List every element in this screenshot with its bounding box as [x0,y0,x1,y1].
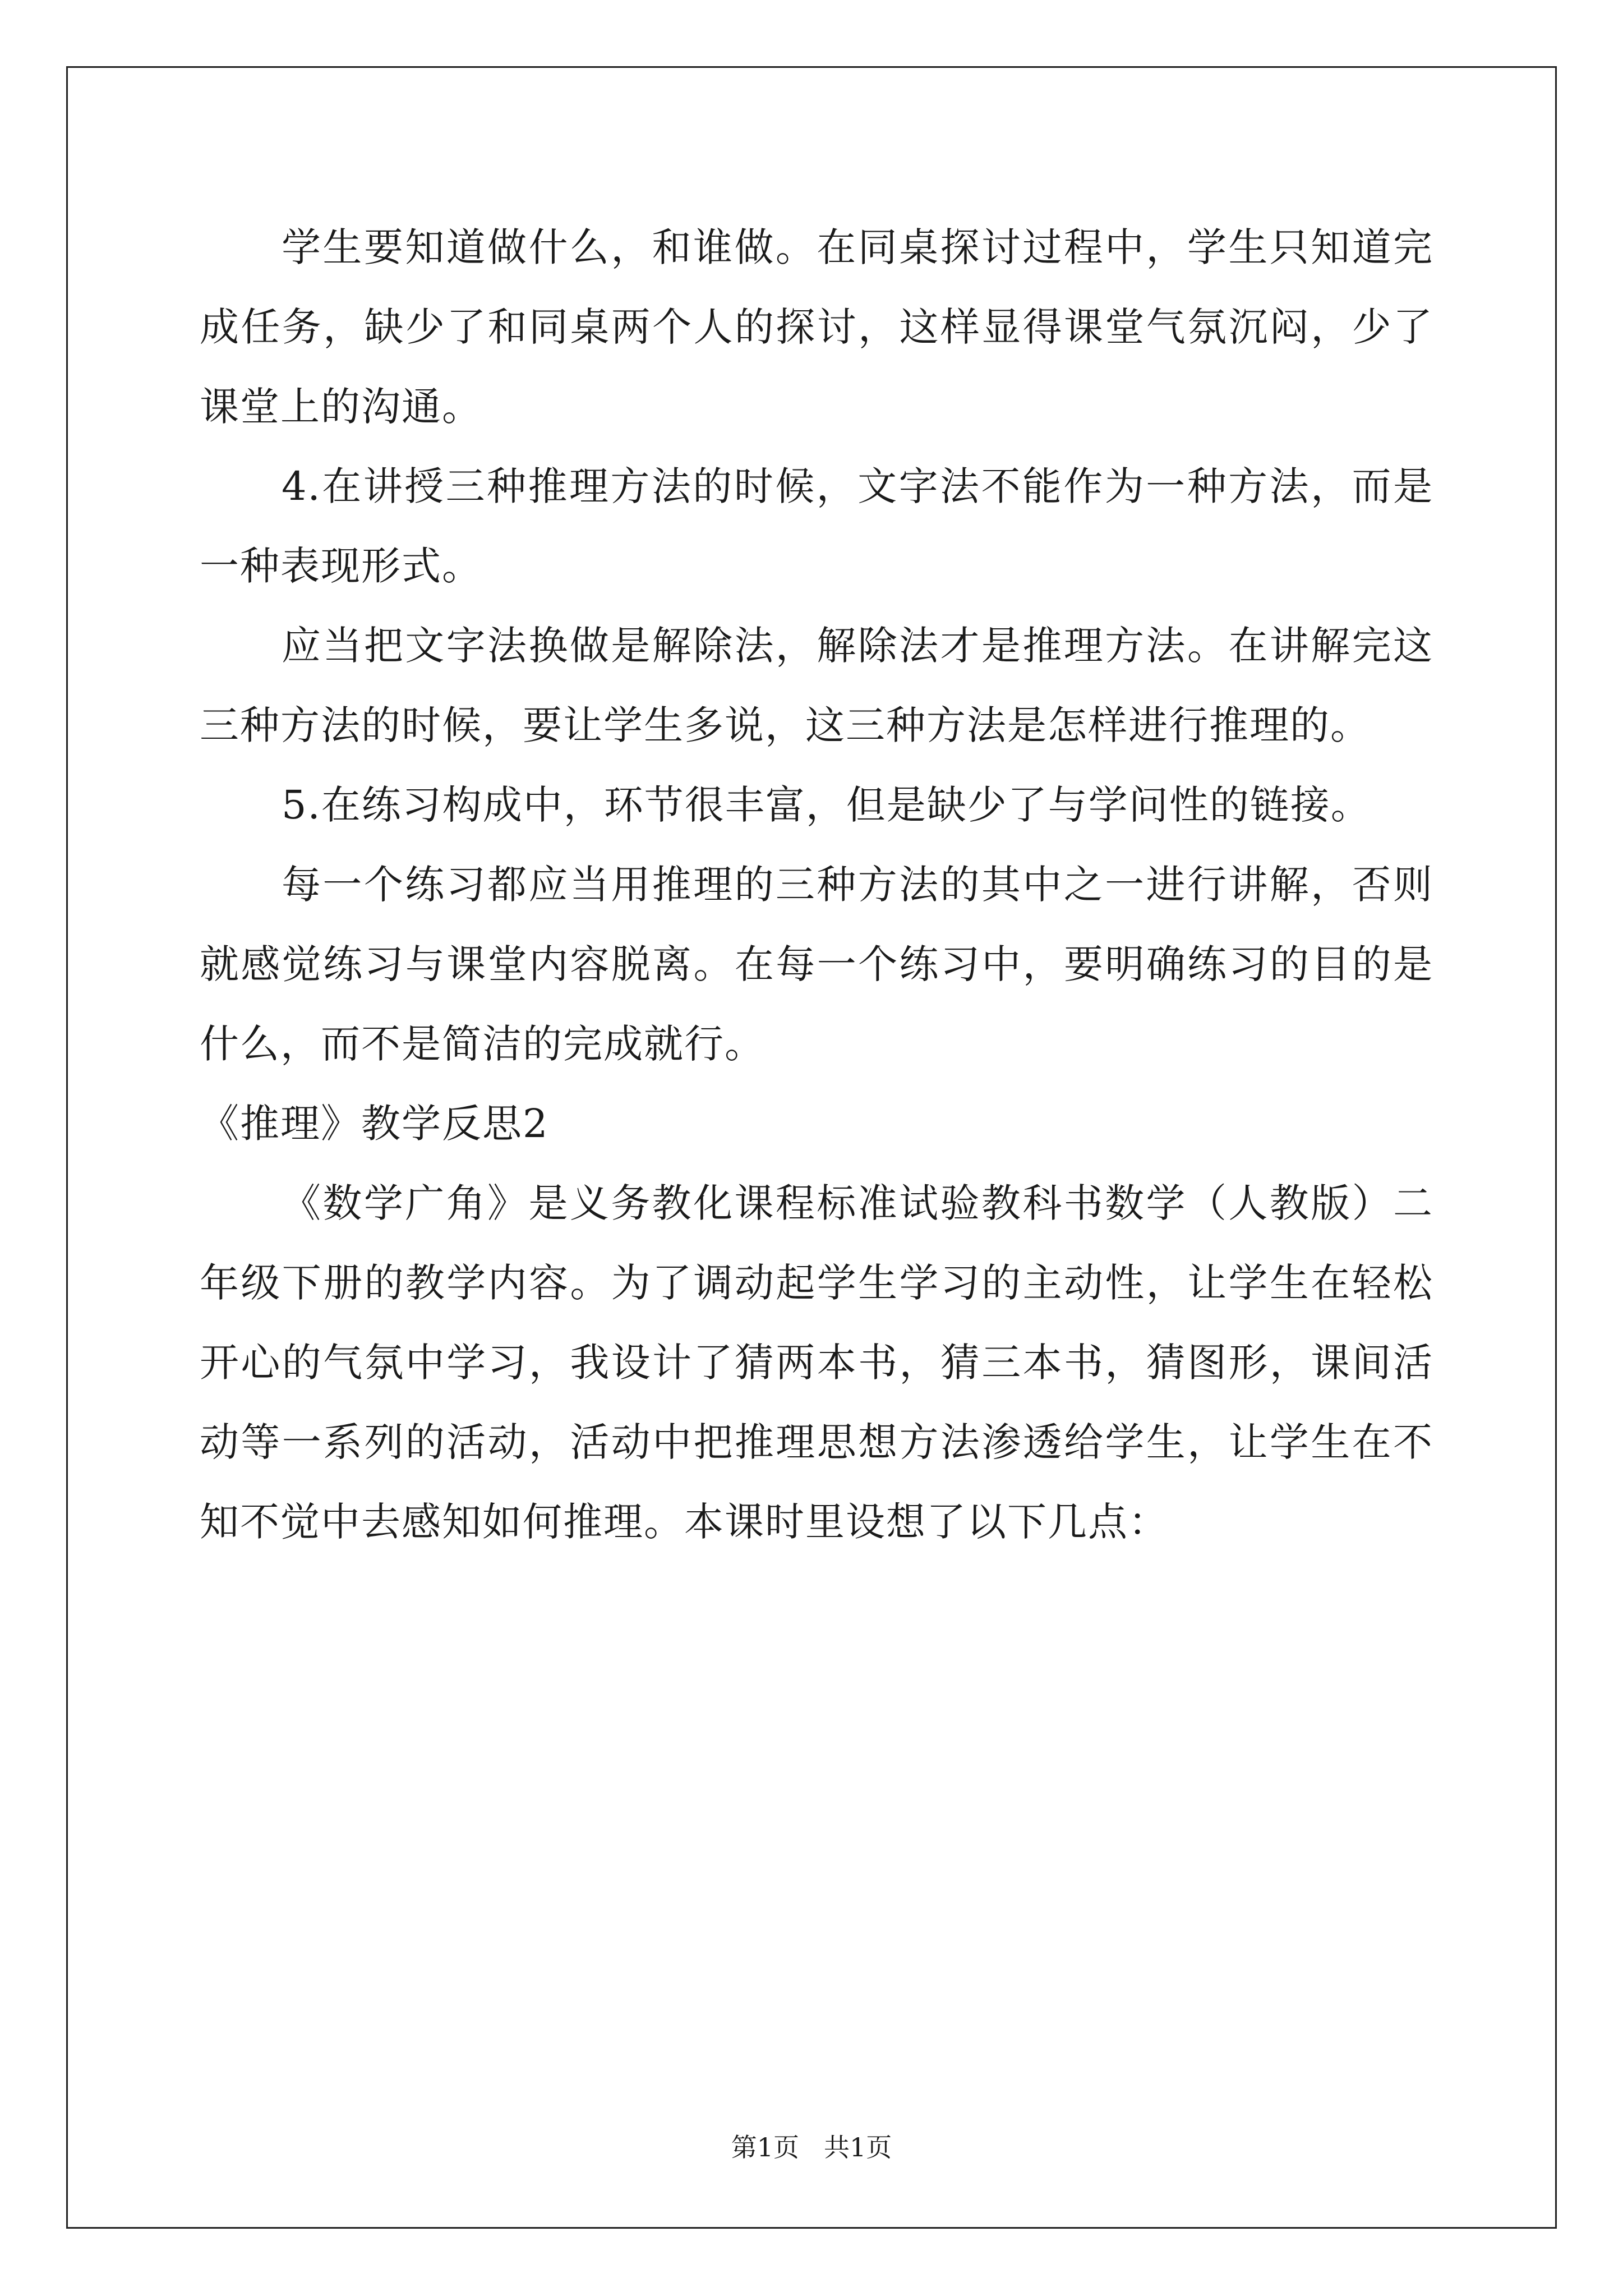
paragraph-4: 5.在练习构成中，环节很丰富，但是缺少了与学问性的链接。 [282,782,1371,828]
paragraph-3: 应当把文字法换做是解除法，解除法才是推理方法。在讲解完这三种方法的时候，要让学生多说，这三种方法是怎样进行推理的。 [200,623,1433,748]
document-body [200,208,1433,1562]
page-number-current: 第1页 [731,2132,799,2162]
paragraph-2: 4.在讲授三种推理方法的时候，文字法不能作为一种方法，而是一种表现形式。 [200,463,1433,589]
paragraph-5: 每一个练习都应当用推理的三种方法的其中之一进行讲解，否则就感觉练习与课堂内容脱离。在每一个练习中，要明确练习的目的是什么，而不是简洁的完成就行。 [200,862,1433,1067]
section-heading: 《推理》教学反思2 [200,1101,549,1147]
page-footer [0,2131,1623,2164]
page-number-total: 共1页 [824,2132,892,2162]
section-paragraph: 《数学广角》是义务教化课程标准试验教科书数学（人教版）二年级下册的教学内容。为了调动起学生学习的主动性，让学生在轻松开心的气氛中学习，我设计了猜两本书，猜三本书，猜图形，课间活动等一系列的活动，活动中把推理思想方法渗透给学生，让学生在不知不觉中去感知如何推理。本课时里设想了以下几点： [200,1180,1433,1545]
paragraph-1: 学生要知道做什么，和谁做。在同桌探讨过程中，学生只知道完成任务，缺少了和同桌两个人的探讨，这样显得课堂气氛沉闷，少了课堂上的沟通。 [200,224,1433,430]
